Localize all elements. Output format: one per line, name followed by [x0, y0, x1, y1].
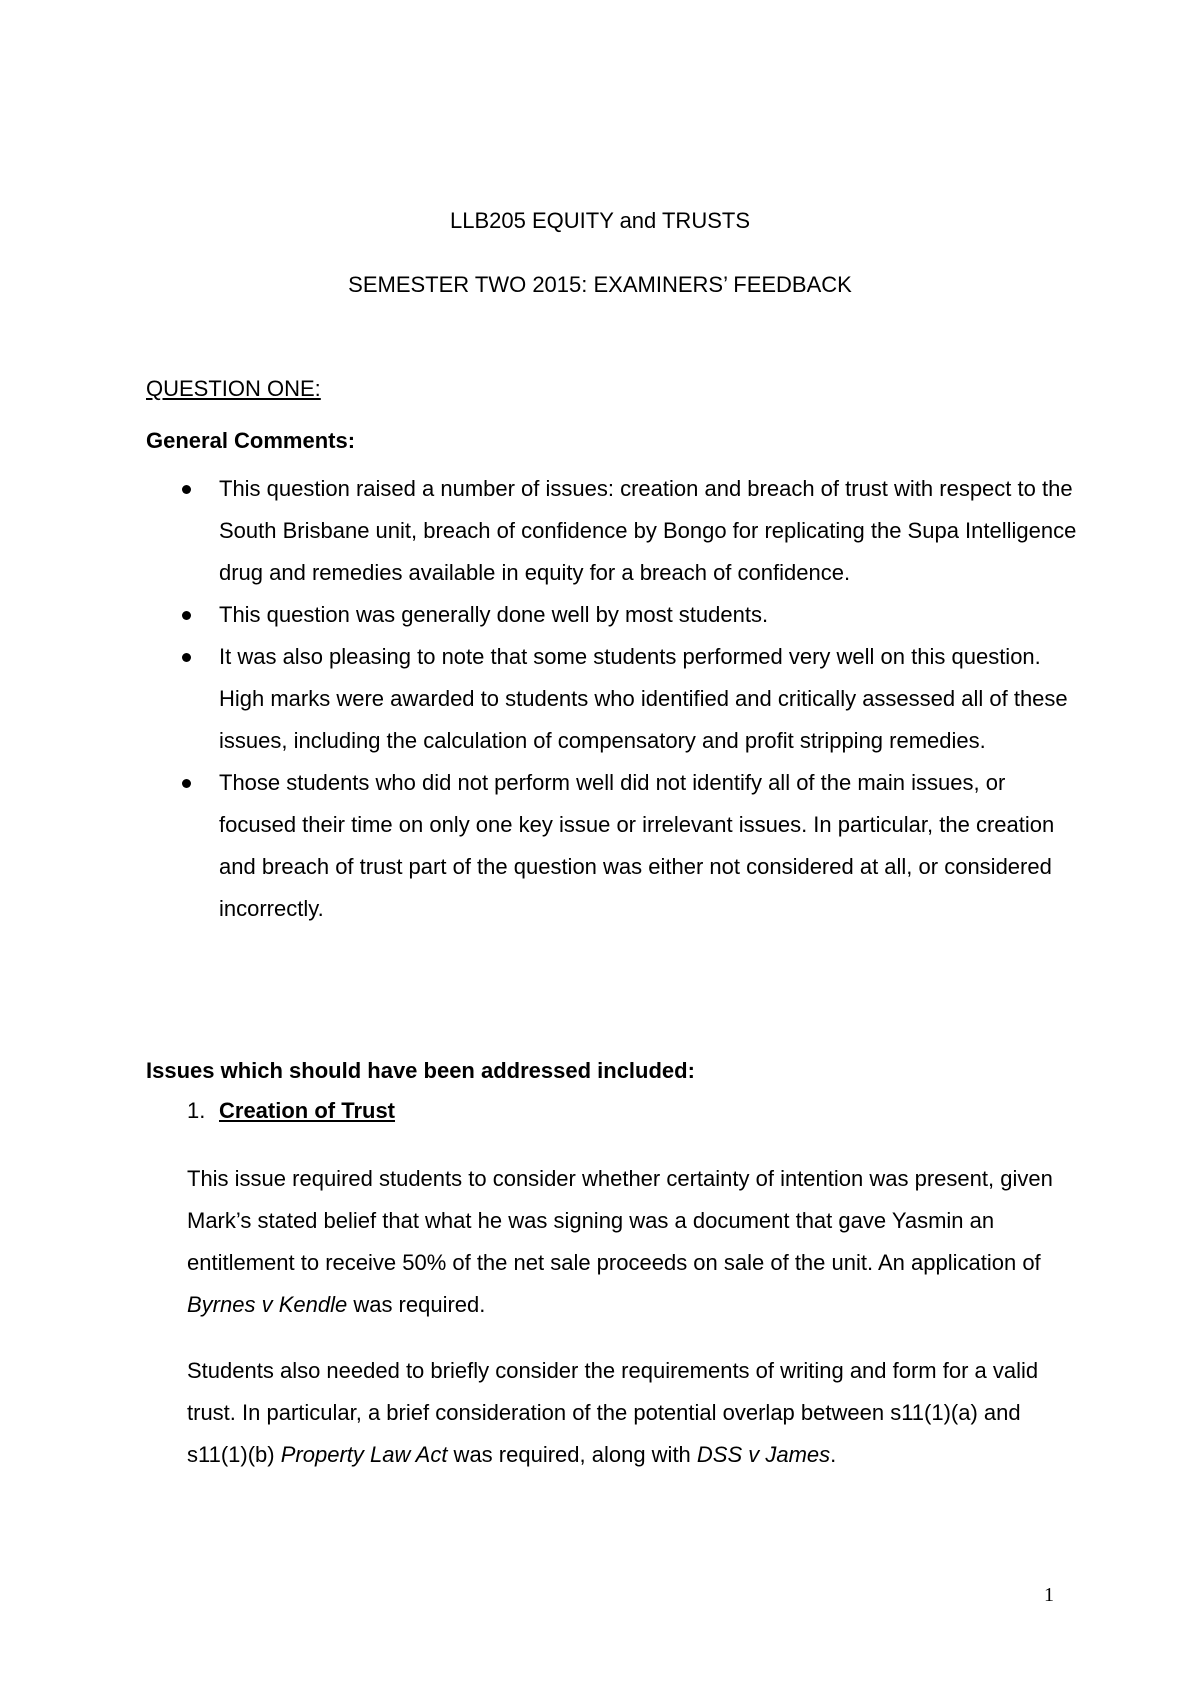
numbered-item-creation-of-trust: [187, 1098, 395, 1124]
case-name: Byrnes v Kendle: [187, 1292, 348, 1317]
paragraph-writing-and-form: [187, 1350, 1087, 1476]
page-number: 1: [1044, 1584, 1054, 1606]
paragraph-text: was required.: [347, 1292, 486, 1317]
list-item: [146, 636, 1086, 762]
list-item-text: This question was generally done well by most students.: [219, 602, 769, 627]
paragraph-text: Students also needed to briefly consider the requirements of writing and form for a valid trust. In particular, a brief consideration of the potential overlap between s11(1)(a) and s11(1)(b): [187, 1358, 1039, 1467]
question-heading: QUESTION ONE:: [146, 376, 321, 401]
case-name: DSS v James: [696, 1442, 831, 1467]
paragraph-text: was required, along with: [447, 1442, 697, 1467]
bullet-icon: [182, 779, 191, 788]
general-comments-list: [146, 468, 1086, 930]
item-label: Creation of Trust: [219, 1098, 396, 1123]
bullet-icon: [182, 653, 191, 662]
item-number: 1.: [187, 1098, 206, 1123]
document-title: LLB205 EQUITY and TRUSTS: [450, 208, 750, 233]
general-comments-heading: General Comments:: [146, 428, 356, 453]
list-item: [146, 762, 1086, 930]
paragraph-text: This issue required students to consider whether certainty of intention was present, given Mark’s stated belief that what he was signing was a document that gave Yasmin an entitlement to receive 50% of the net sale proceeds on sale of the unit. An application of: [187, 1166, 1053, 1275]
list-item-text: This question raised a number of issues: creation and breach of trust with respect to the South Brisbane unit, breach of confidence by Bongo for replicating the Supa Intelligence drug and remedies available in equity for a breach of confidence.: [219, 476, 1077, 585]
paragraph-certainty-of-intention: [187, 1158, 1087, 1326]
document-subtitle: SEMESTER TWO 2015: EXAMINERS’ FEEDBACK: [348, 272, 852, 297]
paragraph-text: .: [830, 1442, 837, 1467]
issues-heading: Issues which should have been addressed included:: [146, 1058, 695, 1083]
list-item-text: It was also pleasing to note that some students performed very well on this question. High marks were awarded to students who identified and critically assessed all of these issues, including the calculation of compensatory and profit stripping remedies.: [219, 644, 1068, 753]
list-item-text: Those students who did not perform well did not identify all of the main issues, or focused their time on only one key issue or irrelevant issues. In particular, the creation and breach of trust part of the question was either not considered at all, or considered incorrectly.: [219, 770, 1055, 921]
act-name: Property Law Act: [280, 1442, 448, 1467]
list-item: [146, 468, 1086, 594]
list-item: [146, 594, 1086, 636]
bullet-icon: [182, 485, 191, 494]
bullet-icon: [182, 611, 191, 620]
